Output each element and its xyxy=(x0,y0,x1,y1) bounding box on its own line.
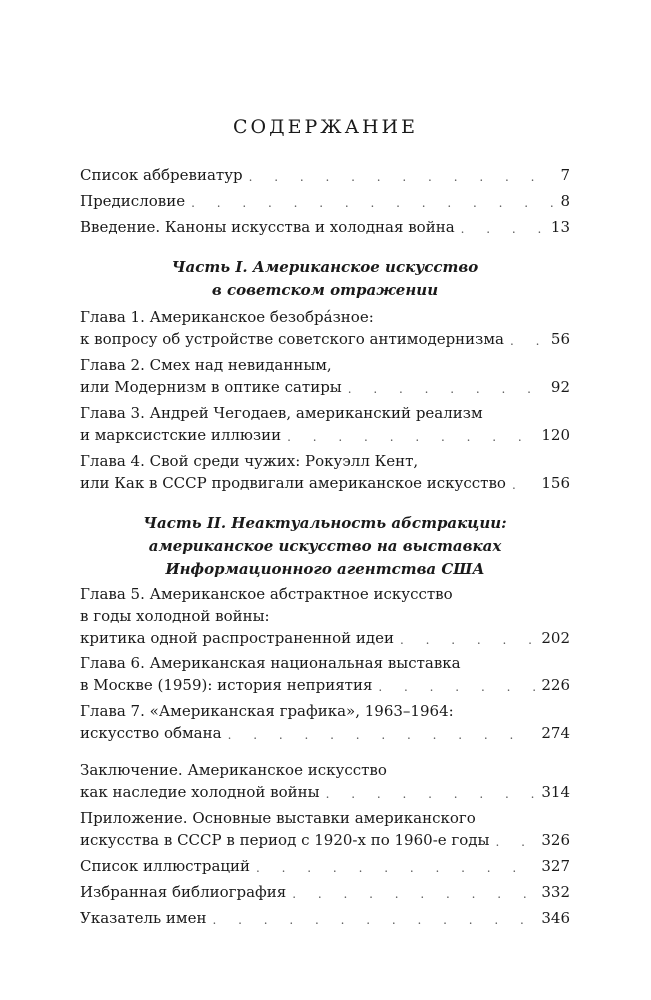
part-heading-line: Часть I. Американское искусство xyxy=(171,258,479,276)
entry-title: Приложение. Основные выставки американского xyxy=(80,809,476,827)
dot-leader xyxy=(510,332,545,350)
entry-title: Заключение. Американское искусство xyxy=(80,761,387,779)
part-1-heading xyxy=(80,256,570,302)
entry-page: 226 xyxy=(541,676,570,694)
dot-leader xyxy=(348,380,545,398)
toc-entry-preface[interactable] xyxy=(80,188,570,212)
entry-title: в Москве (1959): история неприятия xyxy=(80,676,373,694)
part-2-heading xyxy=(80,512,570,581)
entry-title: Список аббревиатур xyxy=(80,166,243,184)
dot-leader xyxy=(287,428,535,446)
entry-title: в годы холодной войны: xyxy=(80,607,270,625)
entry-page: 92 xyxy=(550,378,570,396)
entry-title: Глава 4. Свой среди чужих: Рокуэлл Кент, xyxy=(80,452,419,470)
dot-leader xyxy=(378,678,535,696)
entry-page: 332 xyxy=(541,883,570,901)
dot-leader xyxy=(326,785,536,803)
entry-title: Глава 3. Андрей Чегодаев, американский реализм xyxy=(80,404,483,422)
entry-title: Глава 5. Американское абстрактное искусство xyxy=(80,585,453,603)
part-heading-line: американское искусство на выставках xyxy=(148,537,502,555)
toc-entry-abbreviations[interactable] xyxy=(80,162,570,186)
entry-page: 202 xyxy=(541,629,570,647)
entry-page: 7 xyxy=(560,166,570,184)
entry-title: Указатель имен xyxy=(80,909,207,927)
entry-page: 120 xyxy=(541,426,570,444)
entry-title: Предисловие xyxy=(80,192,186,210)
dot-leader xyxy=(249,168,555,186)
entry-page: 274 xyxy=(541,724,570,742)
part-heading-line: Информационного агентства США xyxy=(165,560,485,578)
dot-leader xyxy=(512,476,535,494)
part-heading-line: Часть II. Неактуальность абстракции: xyxy=(143,514,507,532)
entry-title: или Модернизм в оптике сатиры xyxy=(80,378,342,396)
entry-title: критика одной распространенной идеи xyxy=(80,629,395,647)
toc-entry-index[interactable] xyxy=(80,905,570,929)
dot-leader xyxy=(400,631,535,649)
dot-leader xyxy=(461,220,545,238)
dot-leader xyxy=(228,726,536,744)
entry-title: искусство обмана xyxy=(80,724,222,742)
entry-title: и марксистские иллюзии xyxy=(80,426,282,444)
entry-title: Глава 1. Американское безобрáзное: xyxy=(80,308,374,326)
toc-entry-bibliography[interactable] xyxy=(80,879,570,903)
entry-title: Избранная библиография xyxy=(80,883,287,901)
toc-entry-introduction[interactable] xyxy=(80,214,570,238)
entry-page: 314 xyxy=(541,783,570,801)
entry-title: или Как в СССР продвигали американское искусство xyxy=(80,474,506,492)
dot-leader xyxy=(292,885,535,903)
entry-page: 156 xyxy=(541,474,570,492)
entry-title: к вопросу об устройстве советского антимодернизма xyxy=(80,330,504,348)
entry-page: 326 xyxy=(541,831,570,849)
entry-page: 56 xyxy=(550,330,570,348)
entry-title: Глава 7. «Американская графика», 1963–1964: xyxy=(80,702,454,720)
page-title: СОДЕРЖАНИЕ xyxy=(233,116,418,138)
entry-title: как наследие холодной войны xyxy=(80,783,320,801)
toc-entry-illustrations[interactable] xyxy=(80,853,570,877)
entry-title: Введение. Каноны искусства и холодная война xyxy=(80,218,455,236)
dot-leader xyxy=(495,833,535,851)
dot-leader xyxy=(256,859,535,877)
entry-page: 8 xyxy=(560,192,570,210)
entry-page: 13 xyxy=(550,218,570,236)
entry-title: Список иллюстраций xyxy=(80,857,251,875)
entry-title: Глава 6. Американская национальная выставка xyxy=(80,654,461,672)
entry-page: 327 xyxy=(541,857,570,875)
dot-leader xyxy=(212,911,535,929)
entry-title: искусства в СССР в период с 1920-х по 1960-е годы xyxy=(80,831,490,849)
dot-leader xyxy=(191,194,554,212)
entry-page: 346 xyxy=(541,909,570,927)
entry-title: Глава 2. Смех над невиданным, xyxy=(80,356,332,374)
part-heading-line: в советском отражении xyxy=(211,281,439,299)
